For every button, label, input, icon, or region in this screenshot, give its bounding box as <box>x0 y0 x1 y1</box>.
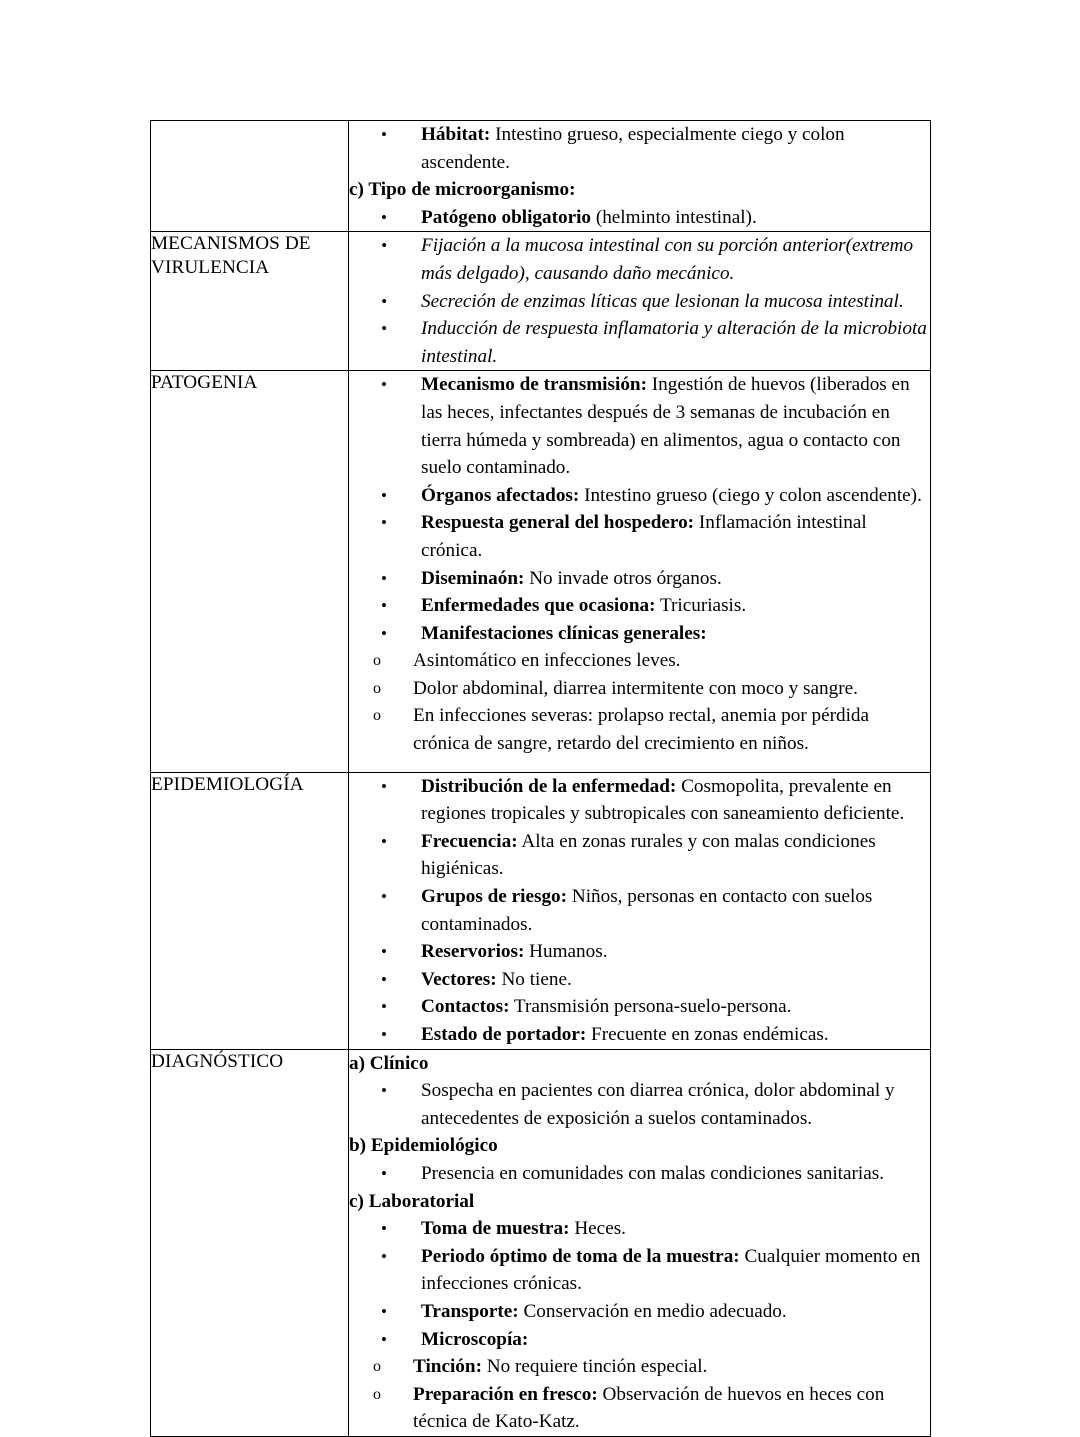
item-text: Cualquier momento en infecciones crónicas. <box>421 1245 921 1295</box>
item-text: En infecciones severas: prolapso rectal, anemia por pérdida crónica de sangre, retardo del crecimiento en niños. <box>413 705 870 755</box>
list-item <box>349 620 930 648</box>
list-item <box>349 1021 930 1049</box>
bullet-list <box>349 1215 930 1353</box>
list-item <box>349 1381 930 1436</box>
item-text: Conservación en medio adecuado. <box>518 1300 787 1322</box>
item-term: Transporte: <box>421 1300 519 1322</box>
row-label: DIAGNÓSTICO <box>151 1050 284 1072</box>
bullet-list <box>349 232 930 370</box>
row-label-cell <box>151 121 349 232</box>
row-label: PATOGENIA <box>151 372 258 394</box>
item-term: Vectores: <box>421 968 497 990</box>
table-row <box>151 772 931 1049</box>
item-text: (helminto intestinal). <box>591 206 757 228</box>
row-label-cell <box>151 1049 349 1436</box>
item-text: Tricuriasis. <box>655 595 747 617</box>
item-text: Frecuente en zonas endémicas. <box>586 1024 829 1045</box>
item-term: Tinción: <box>413 1356 482 1378</box>
list-item <box>349 1077 930 1132</box>
item-term: Distribución de la enfermedad: <box>421 775 677 797</box>
bullet-list <box>349 371 930 647</box>
item-term: Reservorios: <box>421 941 525 963</box>
list-item <box>349 565 930 593</box>
item-term: Frecuencia: <box>421 830 518 852</box>
sub-bullet-list <box>349 1353 930 1436</box>
parasitology-summary-table <box>150 120 931 1437</box>
item-term: Microscopía: <box>421 1328 529 1350</box>
list-item <box>349 121 930 176</box>
list-item <box>349 966 930 994</box>
bullet-list <box>349 773 930 1049</box>
item-text: Cosmopolita, prevalente en regiones tropicales y subtropicales con saneamiento deficiente. <box>421 775 905 825</box>
row-content-cell <box>349 772 931 1049</box>
bullet-list <box>349 1160 930 1188</box>
item-text: Secreción de enzimas líticas que lesionan la mucosa intestinal. <box>421 290 904 312</box>
item-term: Manifestaciones clínicas generales: <box>421 622 707 644</box>
row-label: EPIDEMIOLOGÍA <box>151 773 304 795</box>
list-item <box>349 675 930 703</box>
item-text: Presencia en comunidades con malas condiciones sanitarias. <box>421 1162 885 1184</box>
table-row <box>151 1049 931 1436</box>
item-term: Preparación en fresco: <box>413 1383 598 1405</box>
list-item <box>349 592 930 620</box>
list-item <box>349 315 930 370</box>
item-term: Toma de muestra: <box>421 1218 570 1240</box>
item-text: Transmisión persona-suelo-persona. <box>509 996 792 1018</box>
item-text: Inflamación intestinal crónica. <box>421 512 867 561</box>
list-item <box>349 288 930 316</box>
item-text: Ingestión de huevos (liberados en las heces, infectantes después de 3 semanas de incubación en tierra húmeda y sombreada) en alimentos, agua o contacto con suelo contaminado. <box>421 374 910 479</box>
list-item <box>349 1160 930 1188</box>
row-content-cell <box>349 371 931 772</box>
item-term: Grupos de riesgo: <box>421 886 568 908</box>
item-text: No requiere tinción especial. <box>481 1356 708 1378</box>
list-item <box>349 509 930 564</box>
list-item <box>349 773 930 828</box>
list-item <box>349 1326 930 1354</box>
bullet-list <box>349 204 930 232</box>
item-text: Fijación a la mucosa intestinal con su porción anterior(extremo más delgado), causando daño mecánico. <box>421 235 914 284</box>
list-item <box>349 883 930 938</box>
list-item <box>349 1353 930 1381</box>
bullet-list <box>349 1077 930 1132</box>
item-term: Estado de portador: <box>421 1024 587 1045</box>
list-item <box>349 702 930 757</box>
table-row <box>151 121 931 232</box>
row-label-cell <box>151 232 349 371</box>
item-text: Sospecha en pacientes con diarrea crónica, dolor abdominal y antecedentes de exposición a suelos contaminados. <box>421 1080 895 1129</box>
table-row <box>151 371 931 772</box>
item-text: No tiene. <box>496 968 572 990</box>
list-item <box>349 938 930 966</box>
section-heading: c) Laboratorial <box>349 1190 475 1212</box>
list-item <box>349 1243 930 1298</box>
row-label-cell <box>151 371 349 772</box>
section-heading: b) Epidemiológico <box>349 1135 498 1157</box>
item-term: Enfermedades que ocasiona: <box>421 595 656 617</box>
list-item <box>349 647 930 675</box>
section-heading: a) Clínico <box>349 1052 429 1074</box>
item-text: Heces. <box>569 1218 626 1240</box>
list-item <box>349 1215 930 1243</box>
table-row <box>151 232 931 371</box>
row-label: MECANISMOS DE VIRULENCIA <box>151 233 311 279</box>
item-text: Niños, personas en contacto con suelos contaminados. <box>421 886 873 935</box>
list-item <box>349 828 930 883</box>
item-text: Humanos. <box>524 941 608 963</box>
list-item <box>349 371 930 481</box>
list-item <box>349 993 930 1021</box>
table-body <box>151 121 931 1437</box>
row-label-cell <box>151 772 349 1049</box>
item-text: Inducción de respuesta inflamatoria y alteración de la microbiota intestinal. <box>421 318 927 367</box>
list-item <box>349 232 930 287</box>
item-term: Respuesta general del hospedero: <box>421 512 695 534</box>
item-text: Asintomático en infecciones leves. <box>413 650 681 672</box>
item-text: Intestino grueso (ciego y colon ascendente). <box>579 484 922 506</box>
item-term: Contactos: <box>421 996 510 1018</box>
row-content-cell <box>349 121 931 232</box>
item-text: Dolor abdominal, diarrea intermitente con moco y sangre. <box>413 677 858 699</box>
item-text: Observación de huevos en heces con técnica de Kato-Katz. <box>413 1383 885 1433</box>
list-item <box>349 204 930 232</box>
item-term: Órganos afectados: <box>421 484 580 506</box>
item-term: Patógeno obligatorio <box>421 206 592 228</box>
item-term: Diseminaón: <box>421 567 525 589</box>
list-item <box>349 482 930 510</box>
cell-bottom-spacer <box>349 758 930 772</box>
row-content-cell <box>349 1049 931 1436</box>
row-content-cell <box>349 232 931 371</box>
item-term: Hábitat: <box>421 124 491 145</box>
sub-bullet-list <box>349 647 930 757</box>
list-item <box>349 1298 930 1326</box>
item-text: No invade otros órganos. <box>524 567 722 589</box>
item-text: Intestino grueso, especialmente ciego y colon ascendente. <box>421 124 845 173</box>
item-term: Mecanismo de transmisión: <box>421 374 647 396</box>
item-text: Alta en zonas rurales y con malas condiciones higiénicas. <box>421 830 876 880</box>
item-term: Periodo óptimo de toma de la muestra: <box>421 1245 740 1267</box>
bullet-list <box>349 121 930 176</box>
section-heading: c) Tipo de microorganismo: <box>349 179 576 201</box>
